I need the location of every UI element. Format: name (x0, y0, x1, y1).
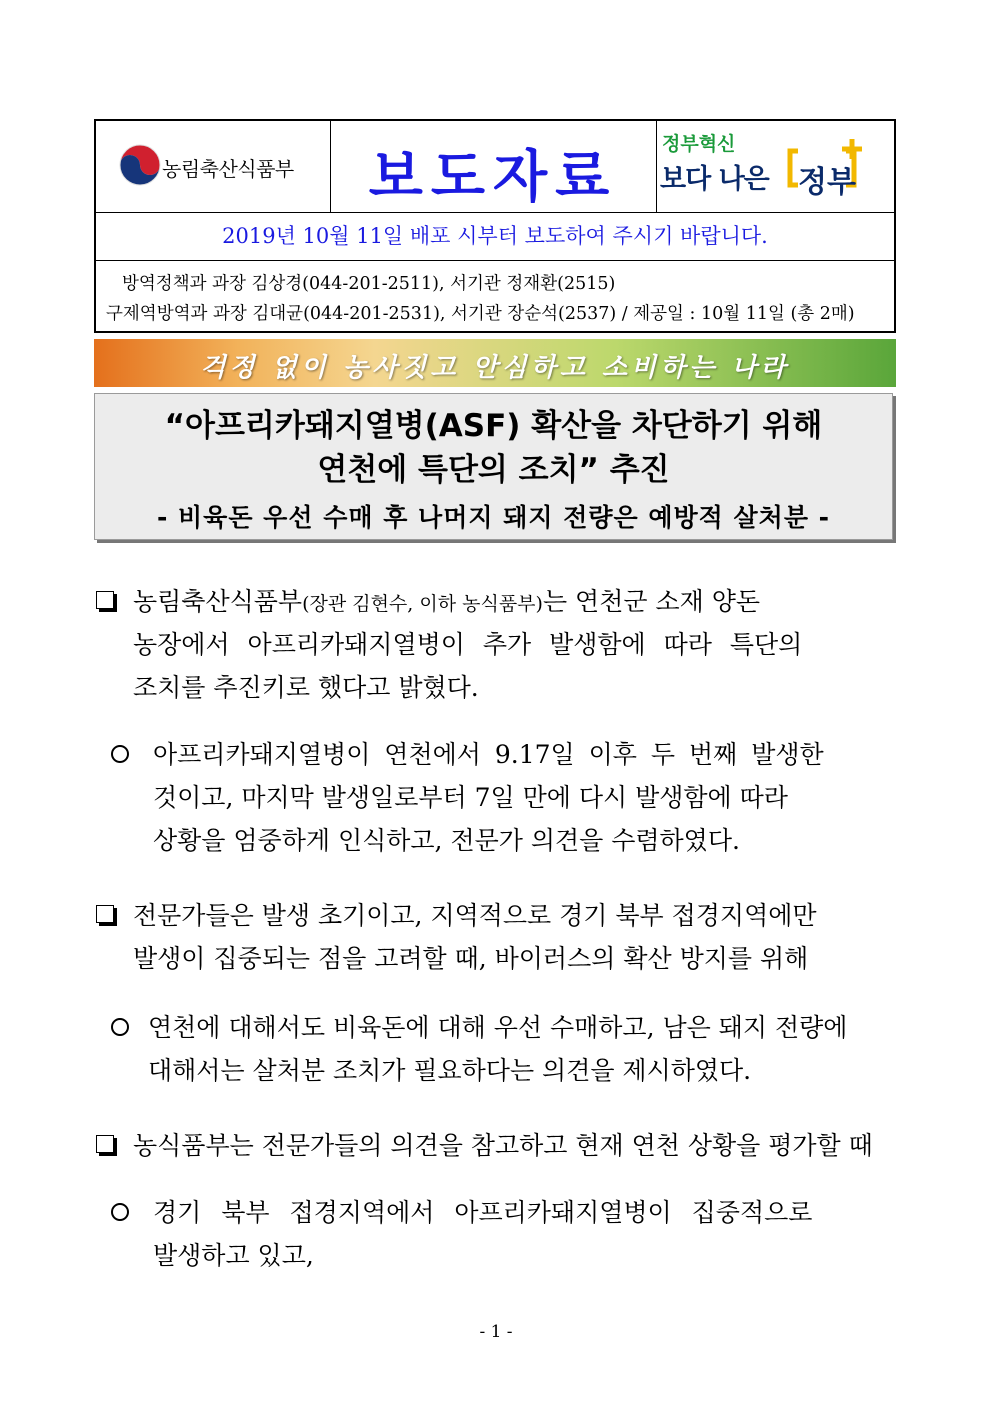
gov-innovation-logo (656, 121, 896, 212)
contact-line-2: 구제역방역과 과장 김대균(044-201-2531), 서기관 장순석(2537) / 제공일 : 10월 11일 (총 2매) (106, 304, 855, 324)
press-release-label: 보도자료 (368, 145, 618, 210)
contacts-row (96, 260, 894, 333)
paragraph-2-line-1: 아프리카돼지열병이 연천에서 9.17일 이후 두 번째 발생한 (153, 740, 824, 769)
ministry-name: 농림축산식품부 (162, 157, 294, 181)
paragraph-1-line-3: 조치를 추진키로 했다고 밝혔다. (133, 673, 479, 702)
headline-line-1: “아프리카돼지열병(ASF) 확산을 차단하기 위해 (164, 408, 823, 444)
contact-line-1: 방역정책과 과장 김상경(044-201-2511), 서기관 정재환(2515) (122, 274, 616, 294)
headline-subtitle: - 비육돈 우선 수매 후 나머지 돼지 전량은 예방적 살처분 - (156, 503, 831, 532)
p1-parenthetical: (장관 김현수, 이하 농식품부) (302, 593, 543, 615)
paragraph-4-line-2: 대해서는 살처분 조치가 필요하다는 의견을 제시하였다. (148, 1056, 752, 1085)
header-top-row (96, 121, 894, 213)
gov-innovation-jb-text: 정부 (798, 165, 856, 200)
gov-innovation-small-text: 정부혁신 (662, 133, 736, 155)
paragraph-3-line-1: 전문가들은 발생 초기이고, 지역적으로 경기 북부 접경지역에만 (133, 901, 817, 930)
checkbox-square-icon (96, 591, 114, 609)
circle-bullet-icon (111, 1203, 129, 1221)
slogan-text: 걱정 없이 농사짓고 안심하고 소비하는 나라 (200, 353, 790, 383)
paragraph-2-line-2: 것이고, 마지막 발생일로부터 7일 만에 다시 발생함에 따라 (153, 783, 788, 812)
p1-ministry: 농림축산식품부 (133, 587, 303, 616)
paragraph-5-line-1: 농식품부는 전문가들의 의견을 참고하고 현재 연천 상황을 평가할 때 (133, 1131, 873, 1160)
paragraph-6-line-2: 발생하고 있고, (153, 1241, 314, 1270)
checkbox-square-icon (96, 1135, 114, 1153)
release-note: 2019년 10월 11일 배포 시부터 보도하여 주시기 바랍니다. (96, 212, 894, 261)
taegeuk-emblem-icon (116, 141, 164, 189)
circle-bullet-icon (111, 1018, 129, 1036)
paragraph-6-line-1: 경기 북부 접경지역에서 아프리카돼지열병이 집중적으로 (153, 1198, 813, 1227)
gov-innovation-big-text: 보다 나은 (660, 164, 769, 195)
press-header-box (94, 119, 896, 333)
circle-bullet-icon (111, 745, 129, 763)
paragraph-1-line-2: 농장에서 아프리카돼지열병이 추가 발생함에 따라 특단의 (133, 630, 803, 659)
paragraph-4-line-1: 연천에 대해서도 비육돈에 대해 우선 수매하고, 남은 돼지 전량에 (148, 1013, 848, 1042)
checkbox-square-icon (96, 905, 114, 923)
press-title-cell (330, 121, 657, 212)
page-number: - 1 - (479, 1322, 513, 1342)
slogan-banner (94, 339, 896, 387)
ministry-logo-cell (96, 121, 331, 212)
headline-box (94, 393, 893, 540)
paragraph-3-line-2: 발생이 집중되는 점을 고려할 때, 바이러스의 확산 방지를 위해 (133, 944, 809, 973)
paragraph-2-line-3: 상황을 엄중하게 인식하고, 전문가 의견을 수렴하였다. (153, 826, 740, 855)
headline-line-2: 연천에 특단의 조치” 추진 (317, 452, 670, 488)
p1-line1-rest: 는 연천군 소재 양돈 (542, 587, 760, 616)
